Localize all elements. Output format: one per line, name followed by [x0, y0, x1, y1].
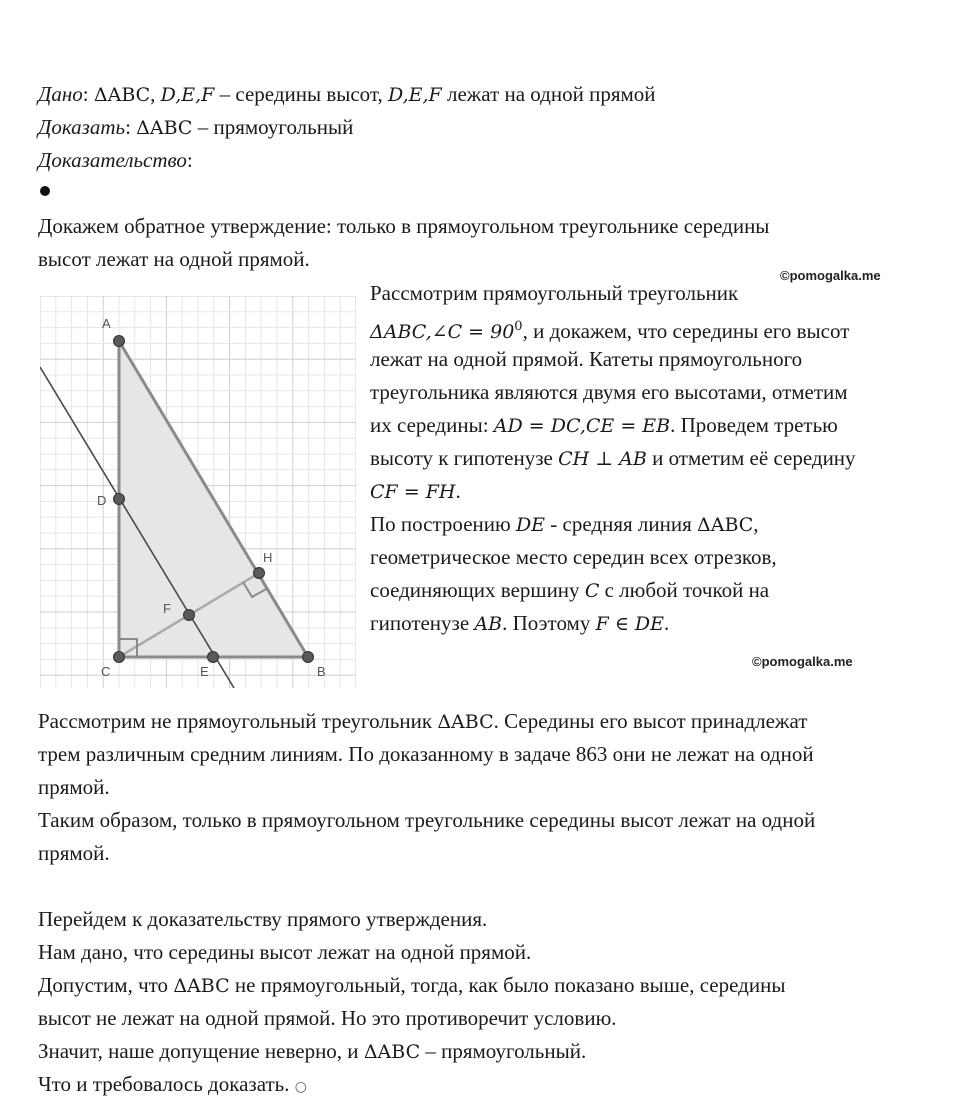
label-a: A: [102, 316, 111, 331]
para2-math1: ΔABC: [437, 711, 494, 733]
right-math-10: C: [584, 580, 600, 602]
para2-line1: [38, 705, 807, 739]
right-text-8b: - средняя линия: [545, 512, 697, 536]
right-text-2: , и докажем, что середины его высот: [522, 319, 850, 343]
qed-circle-icon: ○: [294, 1079, 307, 1095]
label-c: C: [101, 664, 111, 679]
point-h: [254, 568, 265, 579]
para2-text1: Рассмотрим не прямоугольный треугольник: [38, 709, 438, 733]
right-line-11: [370, 607, 669, 641]
right-text-8: По построению: [370, 512, 516, 536]
given-triangle: ΔABC: [93, 84, 151, 106]
right-text-5: их середины:: [370, 413, 494, 437]
right-math-11b: F ∈ DE: [595, 613, 665, 635]
para3-text3: Допустим, что: [38, 973, 174, 997]
point-e: [208, 652, 219, 663]
para3-math5: ΔABC: [363, 1041, 421, 1063]
right-line-3: лежат на одной прямой. Катеты прямоугольного: [370, 347, 803, 371]
point-c: [114, 652, 125, 663]
right-line-8: [370, 508, 759, 542]
right-line-4: треугольника являются двумя его высотами, отметим: [370, 380, 848, 404]
prove-label: Доказать: [38, 115, 126, 139]
right-line-6: [370, 442, 856, 476]
para1-line2: высот лежат на одной прямой.: [38, 247, 310, 271]
right-text-8c: ,: [753, 512, 759, 536]
right-line-7: [370, 475, 461, 509]
given-colon: :: [82, 82, 94, 106]
right-line-1: Рассмотрим прямоугольный треугольник: [370, 281, 739, 305]
right-math-7: CF = FH: [370, 481, 456, 503]
para3-line1: Перейдем к доказательству прямого утверждения.: [38, 907, 488, 931]
right-line-5: [370, 409, 838, 443]
label-f: F: [163, 601, 171, 616]
point-a: [114, 336, 125, 347]
right-text-7: .: [455, 479, 461, 503]
para3-line4: высот не лежат на одной прямой. Но это противоречит условию.: [38, 1006, 617, 1030]
right-math-angle: ΔABC,∠C = 90: [370, 321, 515, 343]
para3-text5b: – прямоугольный.: [420, 1039, 587, 1063]
para2-line4: Таким образом, только в прямоугольном треугольнике середины высот лежат на одной: [38, 808, 816, 832]
right-math-6: CH ⊥ AB: [558, 448, 647, 470]
bullet-dot: [40, 186, 50, 196]
right-math-8: DE: [515, 514, 546, 536]
right-text-6b: и отметим её середину: [646, 446, 856, 470]
given-comma: ,: [150, 82, 161, 106]
para3-text6: Что и требовалось доказать.: [38, 1072, 290, 1096]
given-text2: лежат на одной прямой: [441, 82, 656, 106]
label-b: B: [317, 664, 326, 679]
para3-line3: [38, 969, 785, 1003]
label-d: D: [97, 493, 107, 508]
right-text-11c: .: [664, 611, 670, 635]
right-math-8b: ΔABC: [697, 514, 754, 536]
right-math-11: AB: [474, 613, 503, 635]
para1-line1: Докажем обратное утверждение: только в прямоугольном треугольнике середины: [38, 214, 770, 238]
right-line-10: [370, 574, 769, 608]
watermark-bottom: ©pomogalka.me: [752, 654, 853, 669]
point-d: [114, 494, 125, 505]
right-degree: 0: [514, 319, 523, 334]
para3-line2: Нам дано, что середины высот лежат на одной прямой.: [38, 940, 532, 964]
label-h: H: [263, 550, 273, 565]
given-points-2: D,E,F: [388, 84, 442, 106]
right-text-10: соединяющих вершину: [370, 578, 585, 602]
para3-line5: [38, 1035, 586, 1069]
triangle-figure: [40, 296, 356, 688]
given-points: D,E,F: [160, 84, 215, 106]
para3-math3: ΔABC: [173, 975, 230, 997]
right-text-11b: . Поэтому: [502, 611, 596, 635]
right-math-5: AD = DC,CE = EB: [493, 415, 671, 437]
para3-text3b: не прямоугольный, тогда, как было показано выше, середины: [229, 973, 786, 997]
label-e: E: [200, 664, 209, 679]
para2-text1b: . Середины его высот принадлежат: [493, 709, 808, 733]
right-text-5b: . Проведем третью: [670, 413, 838, 437]
prove-colon: :: [125, 115, 137, 139]
prove-line: [38, 111, 353, 145]
given-label: Дано: [38, 82, 83, 106]
right-text-6: высоту к гипотенузе: [370, 446, 559, 470]
given-text1: – середины высот,: [214, 82, 389, 106]
prove-triangle: ΔABC: [136, 117, 193, 139]
point-f: [184, 610, 195, 621]
para2-line2: трем различным средним линиям. По доказанному в задаче 863 они не лежат на одной: [38, 742, 814, 766]
right-text-10b: с любой точкой на: [599, 578, 770, 602]
para3-text5: Значит, наше допущение неверно, и: [38, 1039, 364, 1063]
right-text-11: гипотенузе: [370, 611, 475, 635]
prove-text: – прямоугольный: [192, 115, 354, 139]
given-line: [38, 78, 656, 112]
proof-label: Доказательство: [38, 148, 187, 172]
para2-line5: прямой.: [38, 841, 110, 865]
proof-colon: :: [186, 148, 193, 172]
point-b: [303, 652, 314, 663]
proof-line: [38, 144, 193, 177]
para2-line3: прямой.: [38, 775, 110, 799]
watermark-top: ©pomogalka.me: [780, 268, 881, 283]
right-line-9: геометрическое место середин всех отрезков,: [370, 545, 777, 569]
